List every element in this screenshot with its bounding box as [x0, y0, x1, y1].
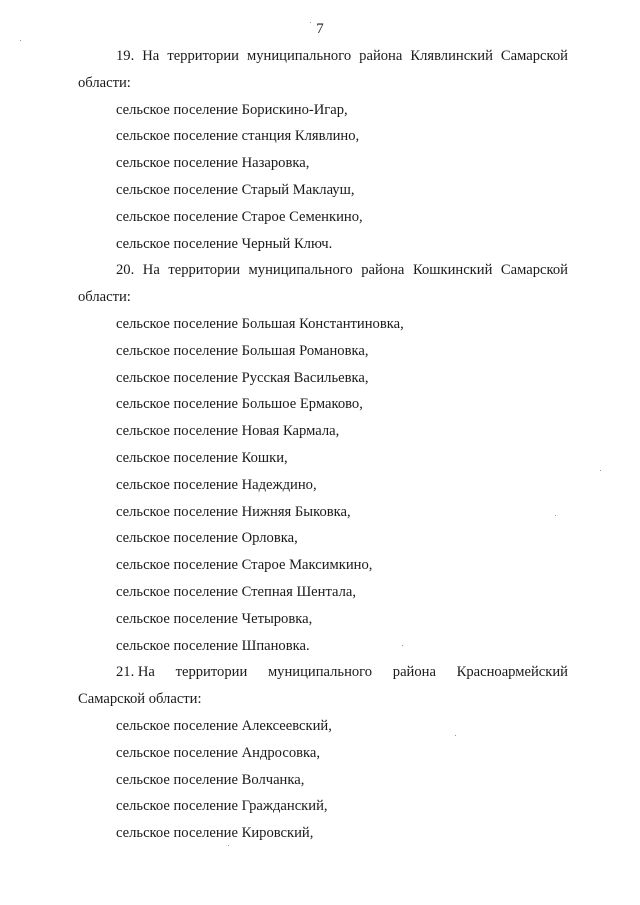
settlement-list-item: сельское поселение Большое Ермаково, — [116, 396, 363, 413]
section-1 — [78, 43, 568, 257]
heading-word: Самарской — [500, 262, 568, 279]
document-body — [78, 43, 568, 847]
section-heading-continuation: области: — [78, 289, 131, 306]
scan-speck — [310, 22, 311, 23]
heading-word: муниципального — [248, 262, 353, 279]
settlement-list-item: сельское поселение Андросовка, — [116, 744, 320, 761]
scan-speck — [600, 470, 601, 471]
settlement-list-item: сельское поселение Степная Шентала, — [116, 583, 357, 600]
section-3 — [78, 659, 568, 847]
settlement-list-item: сельское поселение Надеждино, — [116, 476, 317, 493]
settlement-list-item: сельское поселение Кошки, — [116, 449, 288, 466]
heading-word: 20. — [116, 262, 135, 279]
heading-word: Клявлинский — [410, 48, 493, 64]
settlement-list-item: сельское поселение Четыровка, — [116, 610, 313, 627]
section-heading-line — [78, 659, 568, 686]
heading-word: района — [392, 664, 436, 681]
scan-speck — [402, 645, 403, 646]
settlement-list-item: сельское поселение Орловка, — [116, 530, 298, 547]
settlement-list-item: сельское поселение Большая Константиновка, — [116, 315, 404, 332]
heading-word: Красноармейский — [456, 664, 568, 681]
settlement-list-item: сельское поселение станция Клявлино, — [116, 128, 360, 145]
scan-speck — [228, 845, 229, 846]
heading-word: Самарской — [500, 48, 568, 64]
settlement-list-item: сельское поселение Новая Кармала, — [116, 423, 340, 440]
settlement-list-item: сельское поселение Русская Васильевка, — [116, 369, 369, 386]
scan-speck — [555, 515, 556, 516]
section-heading-continuation: Самарской области: — [78, 691, 202, 708]
heading-word: На — [142, 262, 160, 279]
heading-word: На — [142, 48, 160, 64]
settlement-list-item: сельское поселение Кировский, — [116, 825, 314, 842]
settlement-list-item: сельское поселение Алексеевский, — [116, 717, 332, 734]
settlement-list-item: сельское поселение Нижняя Быковка, — [116, 503, 351, 520]
heading-word: района — [361, 262, 405, 279]
heading-word: территории — [167, 48, 239, 64]
heading-word: района — [359, 48, 403, 64]
scan-speck — [455, 735, 456, 736]
heading-word: Кошкинский — [412, 262, 493, 279]
heading-word: муниципального — [267, 664, 373, 681]
scan-speck — [20, 40, 21, 41]
section-heading-continuation: области: — [78, 74, 131, 91]
settlement-list-item: сельское поселение Волчанка, — [116, 771, 305, 788]
heading-word: 19. — [116, 48, 135, 64]
heading-word: территории — [168, 262, 241, 279]
settlement-list-item: сельское поселение Черный Ключ. — [116, 235, 333, 252]
settlement-list-item: сельское поселение Большая Романовка, — [116, 342, 369, 359]
settlement-list-item: сельское поселение Шпановка. — [116, 637, 310, 654]
section-2 — [78, 257, 568, 659]
settlement-list-item: сельское поселение Борискино-Игар, — [116, 101, 348, 118]
section-heading-line — [78, 43, 568, 70]
settlement-list-item: сельское поселение Гражданский, — [116, 798, 328, 815]
settlement-list-item: сельское поселение Старое Максимкино, — [116, 557, 373, 574]
settlement-list-item: сельское поселение Старое Семенкино, — [116, 208, 363, 225]
page-number: 7 — [316, 21, 324, 37]
heading-word: территории — [175, 664, 248, 681]
heading-word: 21. На — [116, 664, 155, 681]
settlement-list-item: сельское поселение Назаровка, — [116, 155, 310, 172]
settlement-list-item: сельское поселение Старый Маклауш, — [116, 181, 355, 198]
section-heading-line — [78, 257, 568, 284]
heading-word: муниципального — [247, 48, 352, 64]
